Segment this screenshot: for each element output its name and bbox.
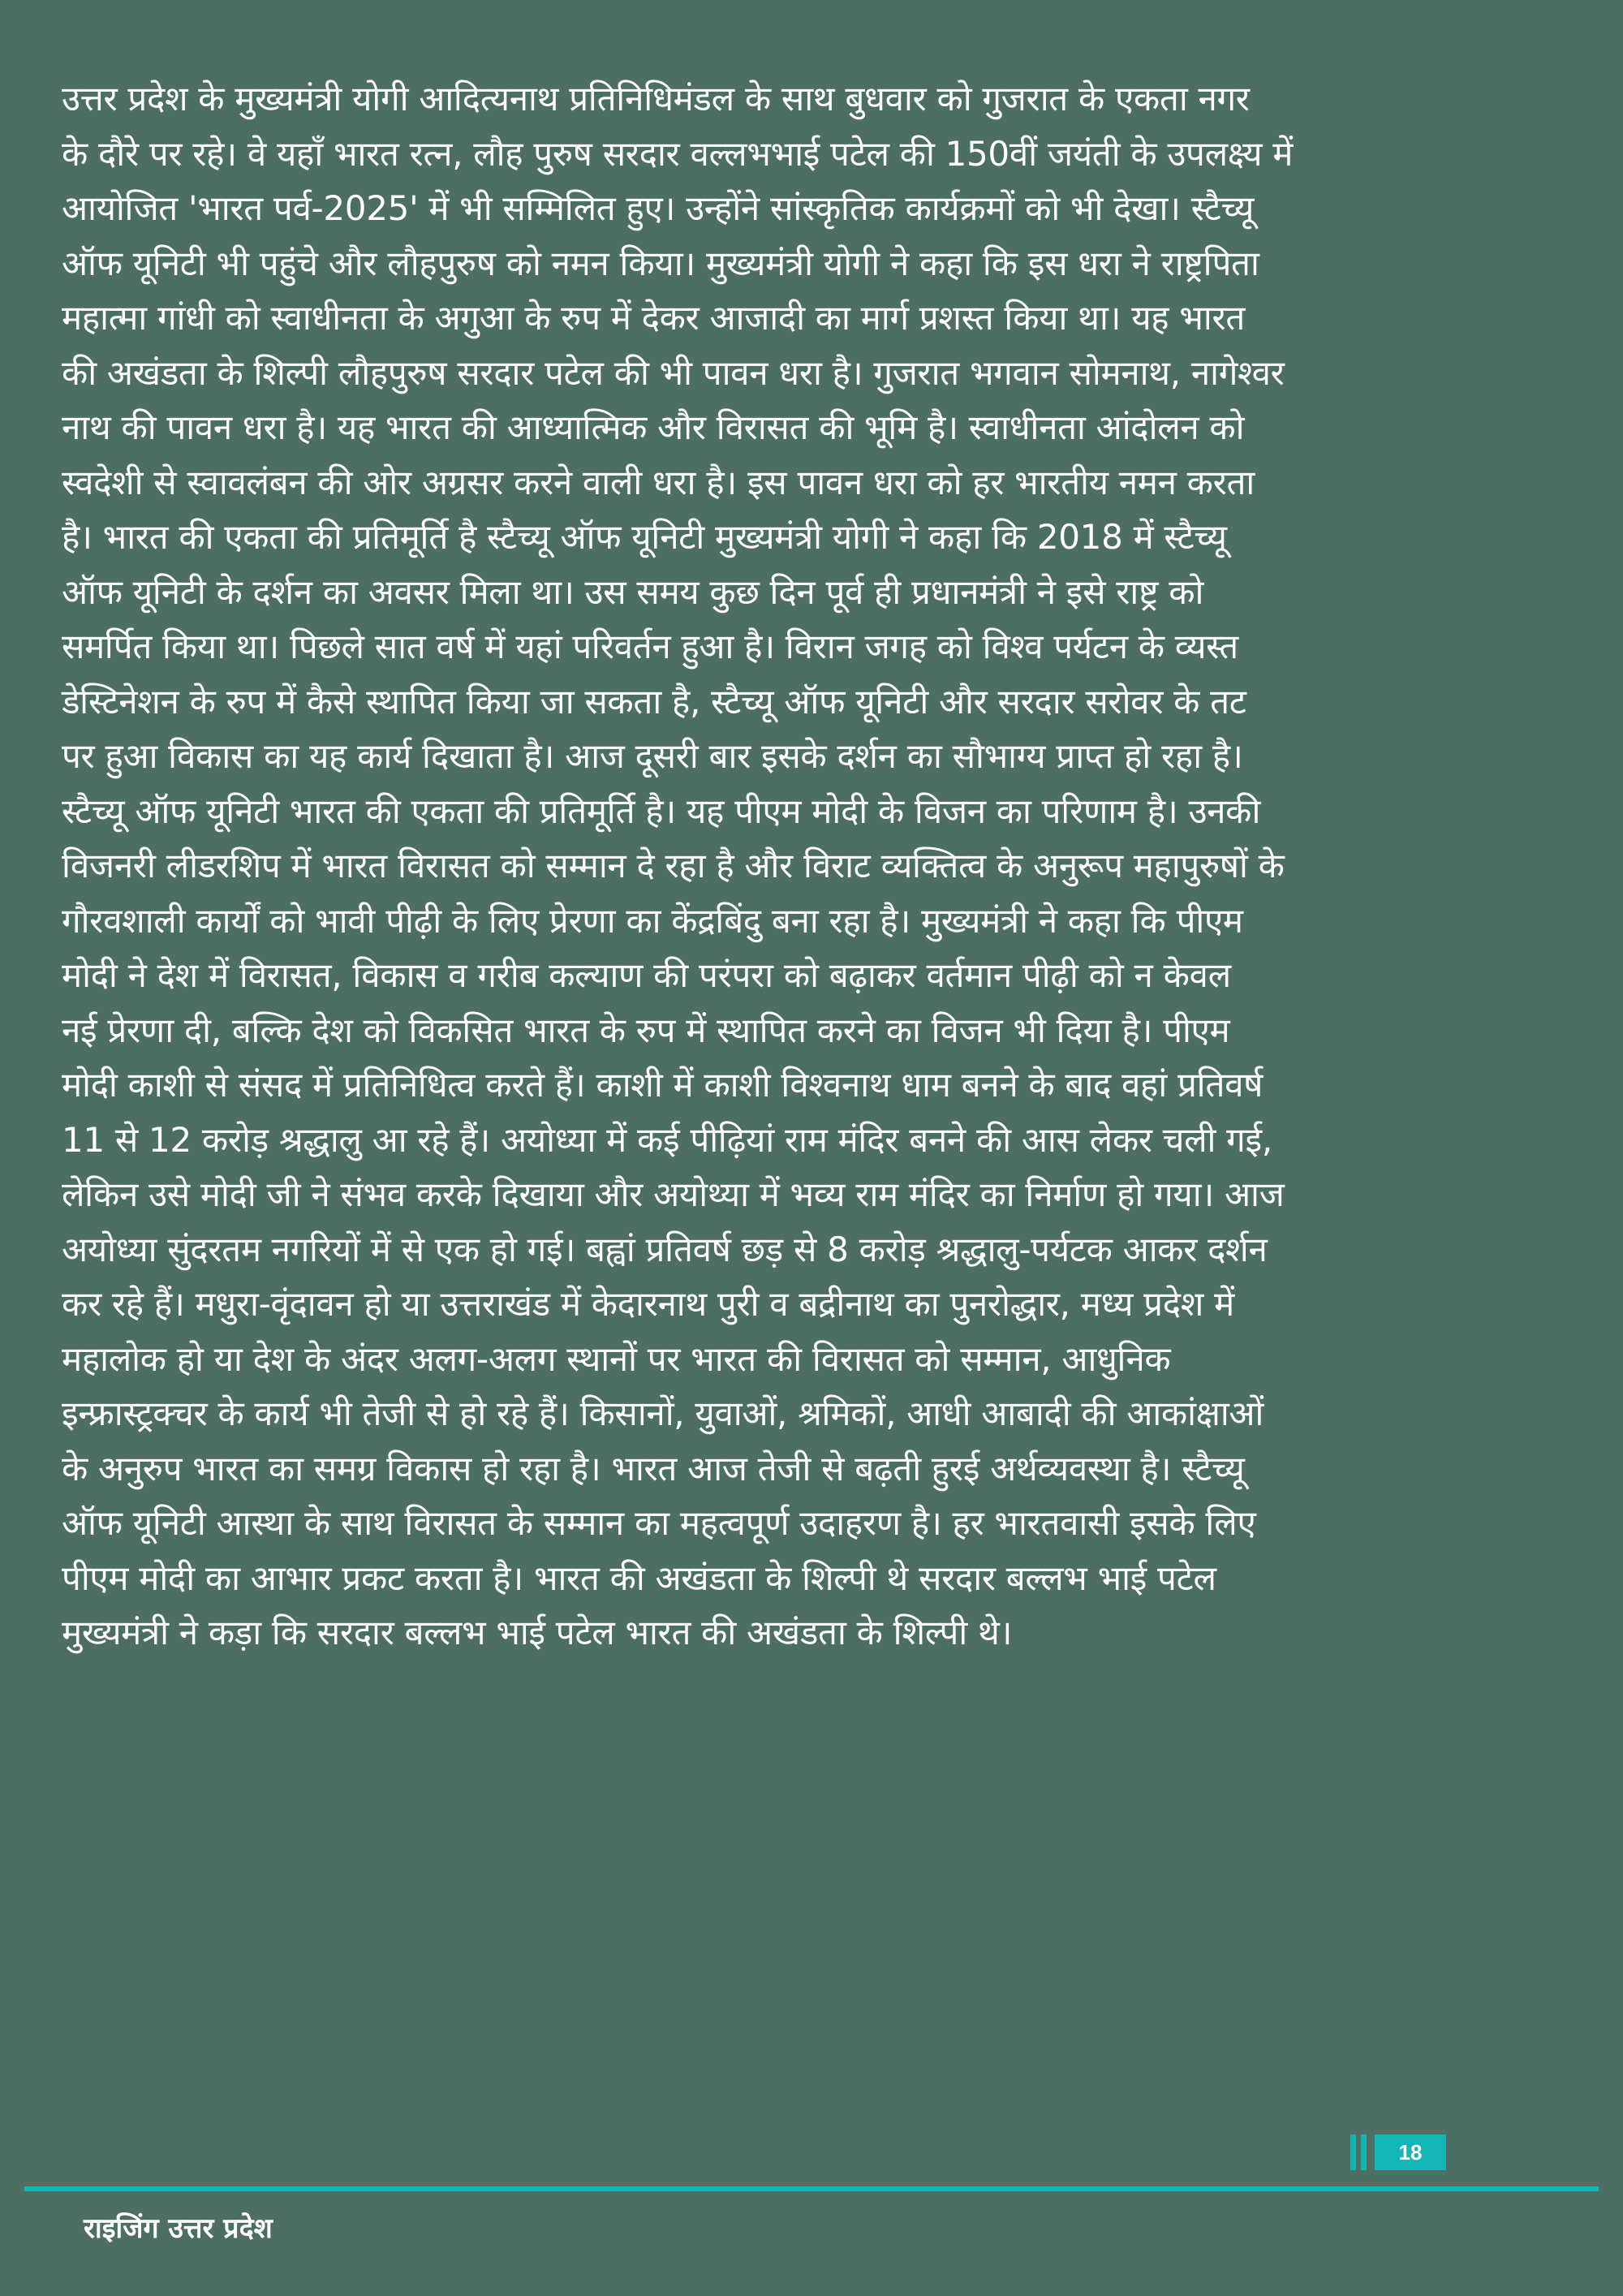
article-line: नाथ की पावन धरा है। यह भारत की आध्यात्मिक और विरासत की भूमि है। स्वाधीनता आंदोलन को <box>62 407 1245 447</box>
article-line: मुख्यमंत्री ने कड़ा कि सरदार बल्लभ भाई पटेल भारत की अखंडता के शिल्पी थे। <box>62 1613 1013 1652</box>
article-line: गौरवशाली कार्यों को भावी पीढ़ी के लिए प्रेरणा का केंद्रबिंदु बना रहा है। मुख्यमंत्री ने कहा कि पीएम <box>62 900 1243 941</box>
article-line: के दौरे पर रहे। वे यहाँ भारत रत्न, लौह पुरुष सरदार वल्लभभाई पटेल की 150वीं जयंती के उपलक्ष्य में <box>62 133 1294 174</box>
article-line: उत्तर प्रदेश के मुख्यमंत्री योगी आदित्यनाथ प्रतिनिधिमंडल के साथ बुधवार को गुजरात के एकता नगर <box>62 79 1250 118</box>
article-line: महालोक हो या देश के अंदर अलग-अलग स्थानों पर भारत की विरासत को सम्मान, आधुनिक <box>62 1338 1171 1379</box>
page-marker-bar <box>1350 2134 1356 2170</box>
article-line: के अनुरुप भारत का समग्र विकास हो रहा है। भारत आज तेजी से बढ़ती हुरई अर्थव्यवस्था है। स्टैच्यू <box>62 1448 1245 1488</box>
article-line: कर रहे हैं। मधुरा-वृंदावन हो या उत्तराखंड में केदारनाथ पुरी व बद्रीनाथ का पुनरोद्धार, मध्य प्रदेश में <box>62 1284 1234 1324</box>
article-line: लेकिन उसे मोदी जी ने संभव करके दिखाया और अयोथ्या में भव्य राम मंदिर का निर्माण हो गया। आज <box>62 1174 1285 1214</box>
article-line: आयोजित 'भारत पर्व-2025' में भी सम्मिलित हुए। उन्होंने सांस्कृतिक कार्यक्रमों को भी देखा। स्टैच्यू <box>62 188 1255 228</box>
article-body <box>62 71 1587 1661</box>
article-line: ऑफ यूनिटी भी पहुंचे और लौहपुरुष को नमन किया। मुख्यमंत्री योगी ने कहा कि इस धरा ने राष्ट्रपिता <box>62 243 1259 283</box>
article-line: स्वदेशी से स्वावलंबन की ओर अग्रसर करने वाली धरा है। इस पावन धरा को हर भारतीय नमन करता <box>62 462 1255 502</box>
article-line: महात्मा गांधी को स्वाधीनता के अगुआ के रुप में देकर आजादी का मार्ग प्रशस्त किया था। यह भारत <box>62 298 1245 338</box>
article-line: ऑफ यूनिटी आस्था के साथ विरासत के सम्मान का महत्वपूर्ण उदाहरण है। हर भारतवासी इसके लिए <box>62 1503 1256 1543</box>
article-line: इन्फ्रास्ट्रक्चर के कार्य भी तेजी से हो रहे हैं। किसानों, युवाओं, श्रमिकों, आधी आबादी की आकांक्षाओं <box>62 1394 1264 1433</box>
article-line: विजनरी लीडरशिप में भारत विरासत को सम्मान दे रहा है और विराट व्यक्तित्व के अनुरूप महापुरुषों के <box>62 846 1285 885</box>
article-line: डेस्टिनेशन के रुप में कैसे स्थापित किया जा सकता है, स्टैच्यू ऑफ यूनिटी और सरदार सरोवर के तट <box>62 681 1246 722</box>
article-line: ऑफ यूनिटी के दर्शन का अवसर मिला था। उस समय कुछ दिन पूर्व ही प्रधानमंत्री ने इसे राष्ट्र को <box>62 571 1204 612</box>
page-number: 18 <box>1375 2134 1446 2170</box>
article-line: पर हुआ विकास का यह कार्य दिखाता है। आज दूसरी बार इसके दर्शन का सौभाग्य प्राप्त हो रहा है। <box>62 736 1243 776</box>
article-line: है। भारत की एकता की प्रतिमूर्ति है स्टैच्यू ऑफ यूनिटी मुख्यमंत्री योगी ने कहा कि 2018 में स्टैच्यू <box>62 517 1227 557</box>
article-line: 11 से 12 करोड़ श्रद्धालु आ रहे हैं। अयोध्या में कई पीढ़ियां राम मंदिर बनने की आस लेकर चली गई, <box>62 1119 1272 1160</box>
publication-name: राइजिंग उत्तर प्रदेश <box>84 2212 273 2245</box>
article-line: स्टैच्यू ऑफ यूनिटी भारत की एकता की प्रतिमूर्ति है। यह पीएम मोदी के विजन का परिणाम है। उनकी <box>62 790 1261 831</box>
footer-divider <box>24 2186 1599 2191</box>
article-line: पीएम मोदी का आभार प्रकट करता है। भारत की अखंडता के शिल्पी थे सरदार बल्लभ भाई पटेल <box>62 1557 1216 1598</box>
article-line: अयोध्या सुंदरतम नगरियों में से एक हो गई। बह्वां प्रतिवर्ष छड़ से 8 करोड़ श्रद्धालु-पर्यटक आकर दर्शन <box>62 1229 1268 1269</box>
article-line: समर्पित किया था। पिछले सात वर्ष में यहां परिवर्तन हुआ है। विरान जगह को विश्व पर्यटन के व्यस्त <box>62 627 1238 666</box>
article-line: नई प्रेरणा दी, बल्कि देश को विकसित भारत के रुप में स्थापित करने का विजन भी दिया है। पीएम <box>62 1010 1230 1050</box>
page-number-badge <box>1350 2134 1446 2170</box>
page-marker-bar <box>1361 2134 1367 2170</box>
article-line: की अखंडता के शिल्पी लौहपुरुष सरदार पटेल की भी पावन धरा है। गुजरात भगवान सोमनाथ, नागेश्वर <box>62 352 1285 393</box>
article-line: मोदी ने देश में विरासत, विकास व गरीब कल्याण की परंपरा को बढ़ाकर वर्तमान पीढ़ी को न केवल <box>62 955 1231 995</box>
article-line: मोदी काशी से संसद में प्रतिनिधित्व करते हैं। काशी में काशी विश्वनाथ धाम बनने के बाद वहां प्रतिवर्ष <box>62 1065 1264 1105</box>
